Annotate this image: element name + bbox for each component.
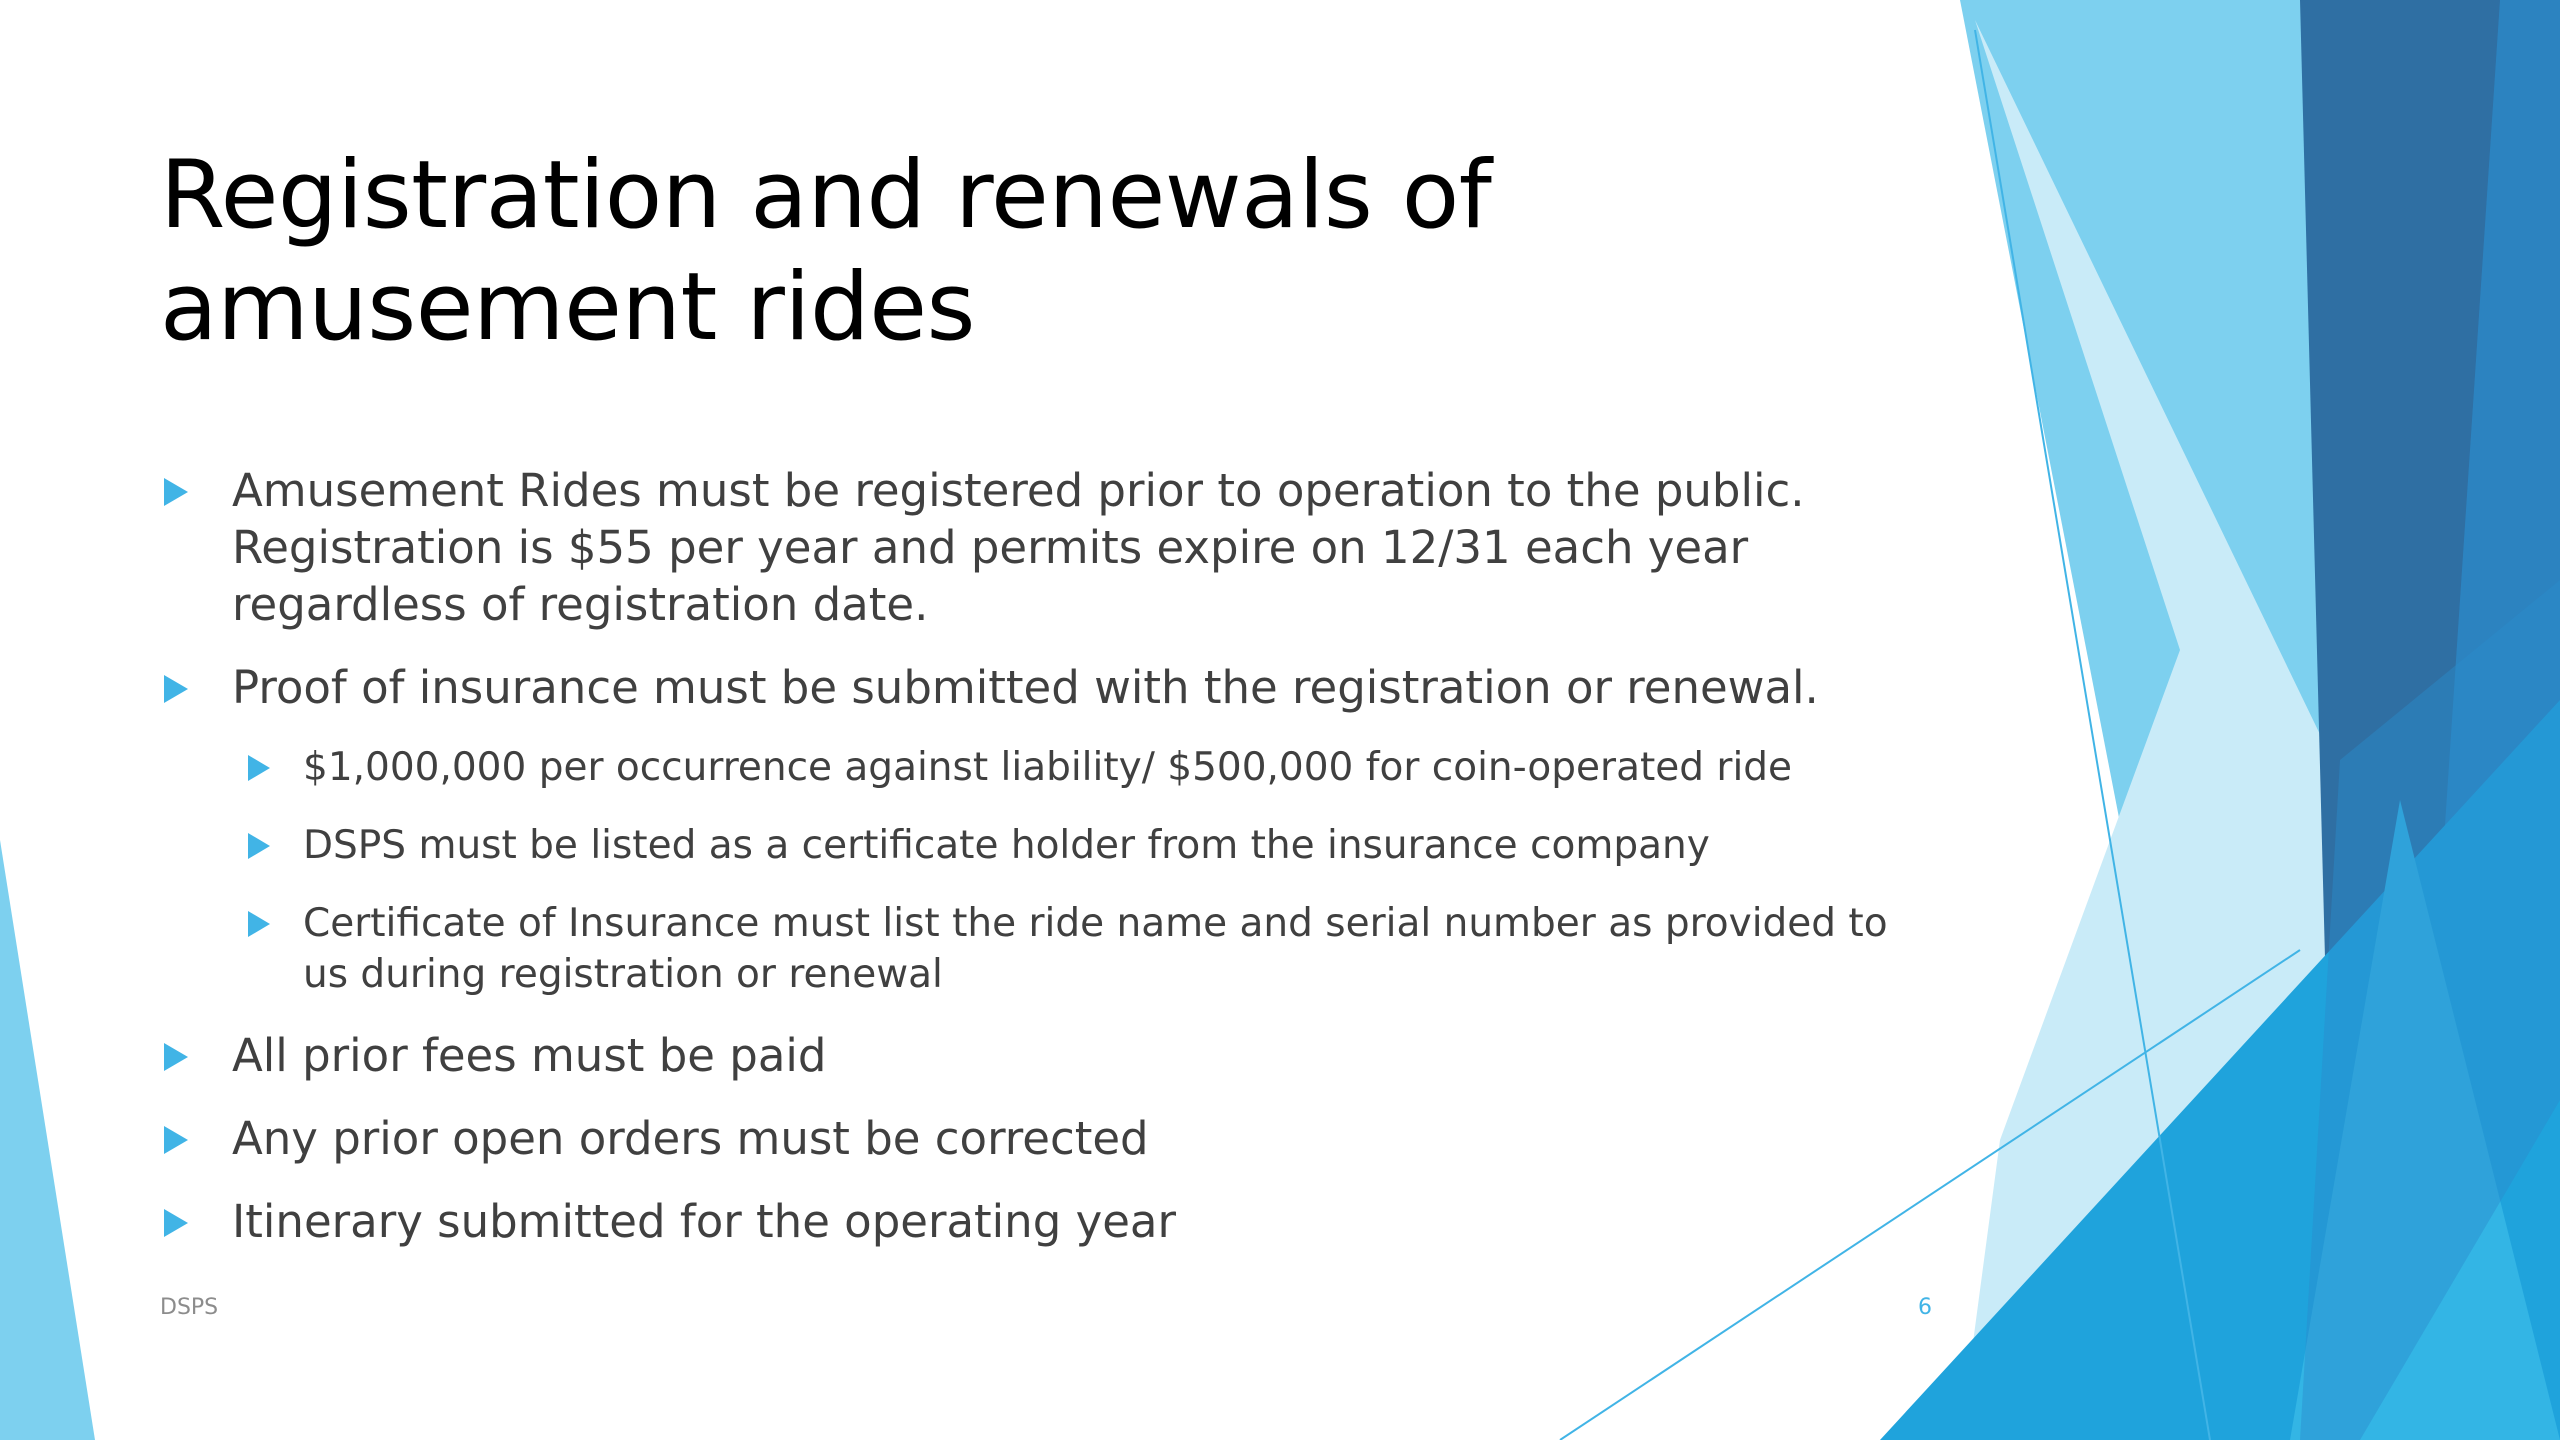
- bullet-arrow-icon: [164, 1126, 188, 1154]
- bullet-item: [160, 1193, 1940, 1250]
- sub-bullet-item: [245, 820, 1940, 871]
- bullet-arrow-icon: [164, 675, 188, 703]
- bullet-text: DSPS must be listed as a certificate holder from the insurance company: [303, 823, 1710, 868]
- bullet-item: [160, 1110, 1940, 1167]
- bullet-arrow-icon: [248, 911, 270, 937]
- bullet-list: [160, 462, 1940, 1276]
- bullet-arrow-icon: [164, 1209, 188, 1237]
- sub-bullet-item: [245, 898, 1940, 1000]
- slide-number: 6: [1918, 1295, 1932, 1320]
- bullet-text: Certificate of Insurance must list the ride name and serial number as provided to us during registration or renewal: [303, 901, 1888, 997]
- slide-footer: DSPS: [160, 1295, 219, 1320]
- bullet-text: All prior fees must be paid: [232, 1029, 827, 1082]
- bullet-arrow-icon: [164, 478, 188, 506]
- sub-bullet-item: [245, 742, 1940, 793]
- bullet-arrow-icon: [164, 1043, 188, 1071]
- bullet-item: [160, 1027, 1940, 1084]
- bullet-text: $1,000,000 per occurrence against liability/ $500,000 for coin-operated ride: [303, 745, 1793, 790]
- bullet-arrow-icon: [248, 755, 270, 781]
- left-edge-shape: [0, 840, 95, 1440]
- bullet-text: Any prior open orders must be corrected: [232, 1112, 1149, 1165]
- bullet-arrow-icon: [248, 833, 270, 859]
- slide-title: Registration and renewals of amusement rides: [160, 141, 1492, 362]
- bullet-item: [160, 462, 1940, 633]
- bullet-text: Amusement Rides must be registered prior to operation to the public. Registration is $55 per year and permits expire on 12/31 each year regardless of registration date.: [232, 464, 1805, 631]
- bullet-item: [160, 659, 1940, 716]
- bullet-text: Proof of insurance must be submitted with the registration or renewal.: [232, 661, 1819, 714]
- bullet-text: Itinerary submitted for the operating year: [232, 1195, 1176, 1248]
